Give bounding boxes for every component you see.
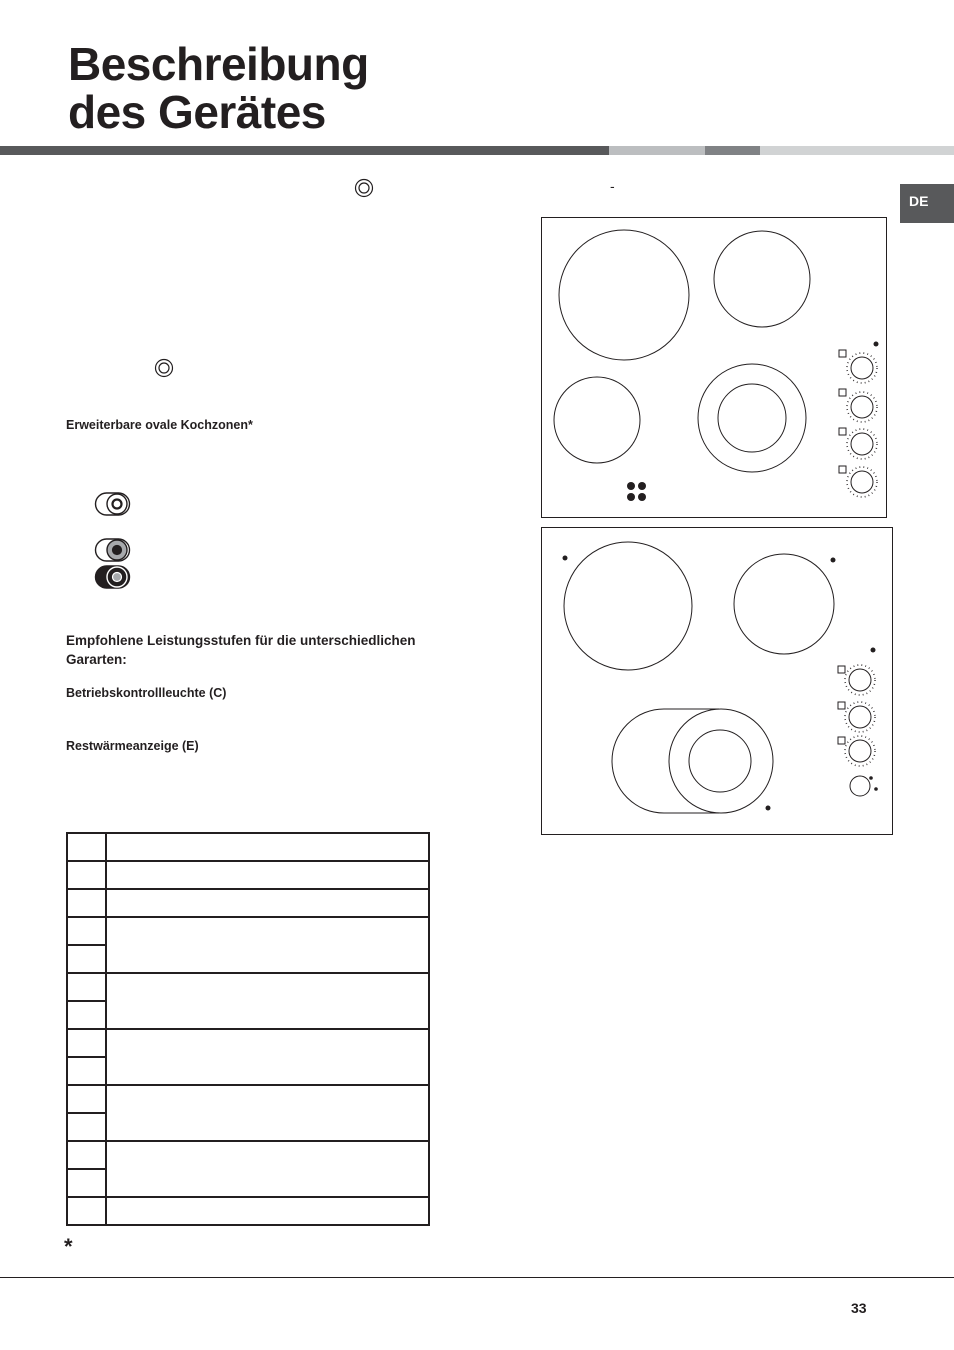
table-cell-level [67,1001,106,1029]
residual-heat-heading: Restwärmeanzeige (E) [66,739,199,753]
table-cell-description [106,833,429,861]
cooking-zone-front-right-inner [718,384,786,452]
four-zone-symbol-icon [627,482,646,501]
table-cell-level [67,1057,106,1085]
oval-zones-heading: Erweiterbare ovale Kochzonen* [66,418,253,432]
table-cell-level [67,1169,106,1197]
table-row [67,861,429,889]
table-row [67,1085,429,1113]
page-title-line1: Beschreibung [68,38,369,90]
table-cell-description [106,973,429,1029]
table-cell-level [67,889,106,917]
table-cell-description [106,861,429,889]
page-title-line2: des Gerätes [68,86,326,138]
language-tab: DE [900,184,954,223]
page-title [68,40,369,136]
cooking-zone-front-left [554,377,640,463]
footnote-marker: * [64,1234,73,1259]
cooking-zone-rear-right [734,554,834,654]
oval-cooking-zone [612,709,719,813]
table-row [67,1197,429,1225]
cooking-zone-front-right-outer [698,364,806,472]
double-ring-icon [154,358,174,378]
header-rule-dark [0,146,609,155]
hob-diagram-four-zones [541,217,887,518]
oval-zone-off-icon [94,491,132,517]
table-cell-level [67,973,106,1001]
table-cell-description [106,889,429,917]
table-cell-level [67,1141,106,1169]
oval-zone-full-icon [94,564,132,590]
table-cell-level [67,1085,106,1113]
footer-divider [0,1277,954,1278]
hob-diagram-oval-zone [541,527,893,835]
power-levels-table [66,832,430,1226]
table-cell-level [67,917,106,945]
table-row [67,1029,429,1057]
table-cell-level [67,1197,106,1225]
table-row [67,1141,429,1169]
table-cell-level [67,861,106,889]
table-cell-level [67,1029,106,1057]
oval-cooking-zone-outer [669,709,773,813]
table-cell-description [106,1197,429,1225]
header-rule-light-2 [760,146,954,155]
table-row [67,889,429,917]
dash-mark: - [610,178,615,194]
table-cell-description [106,1141,429,1197]
oval-cooking-zone-inner [689,730,751,792]
control-knobs [839,350,873,493]
cooking-zone-rear-right [714,231,810,327]
table-row [67,917,429,945]
table-row [67,973,429,1001]
table-cell-level [67,945,106,973]
double-ring-icon [354,178,374,198]
table-cell-description [106,1085,429,1141]
table-cell-description [106,917,429,973]
header-rule-light-1 [609,146,705,155]
table-cell-level [67,1113,106,1141]
page-number: 33 [851,1300,867,1316]
control-knobs [838,666,871,796]
header-rule-dark-2 [705,146,760,155]
cooking-zone-rear-left [559,230,689,360]
table-cell-description [106,1029,429,1085]
table-row [67,833,429,861]
recommended-power-heading: Empfohlene Leistungsstufen für die unterschiedlichen Gararten: [66,633,416,667]
cooking-zone-rear-left [564,542,692,670]
control-light-heading: Betriebskontrollleuchte (C) [66,686,227,700]
table-cell-level [67,833,106,861]
oval-zone-inner-icon [94,537,132,563]
